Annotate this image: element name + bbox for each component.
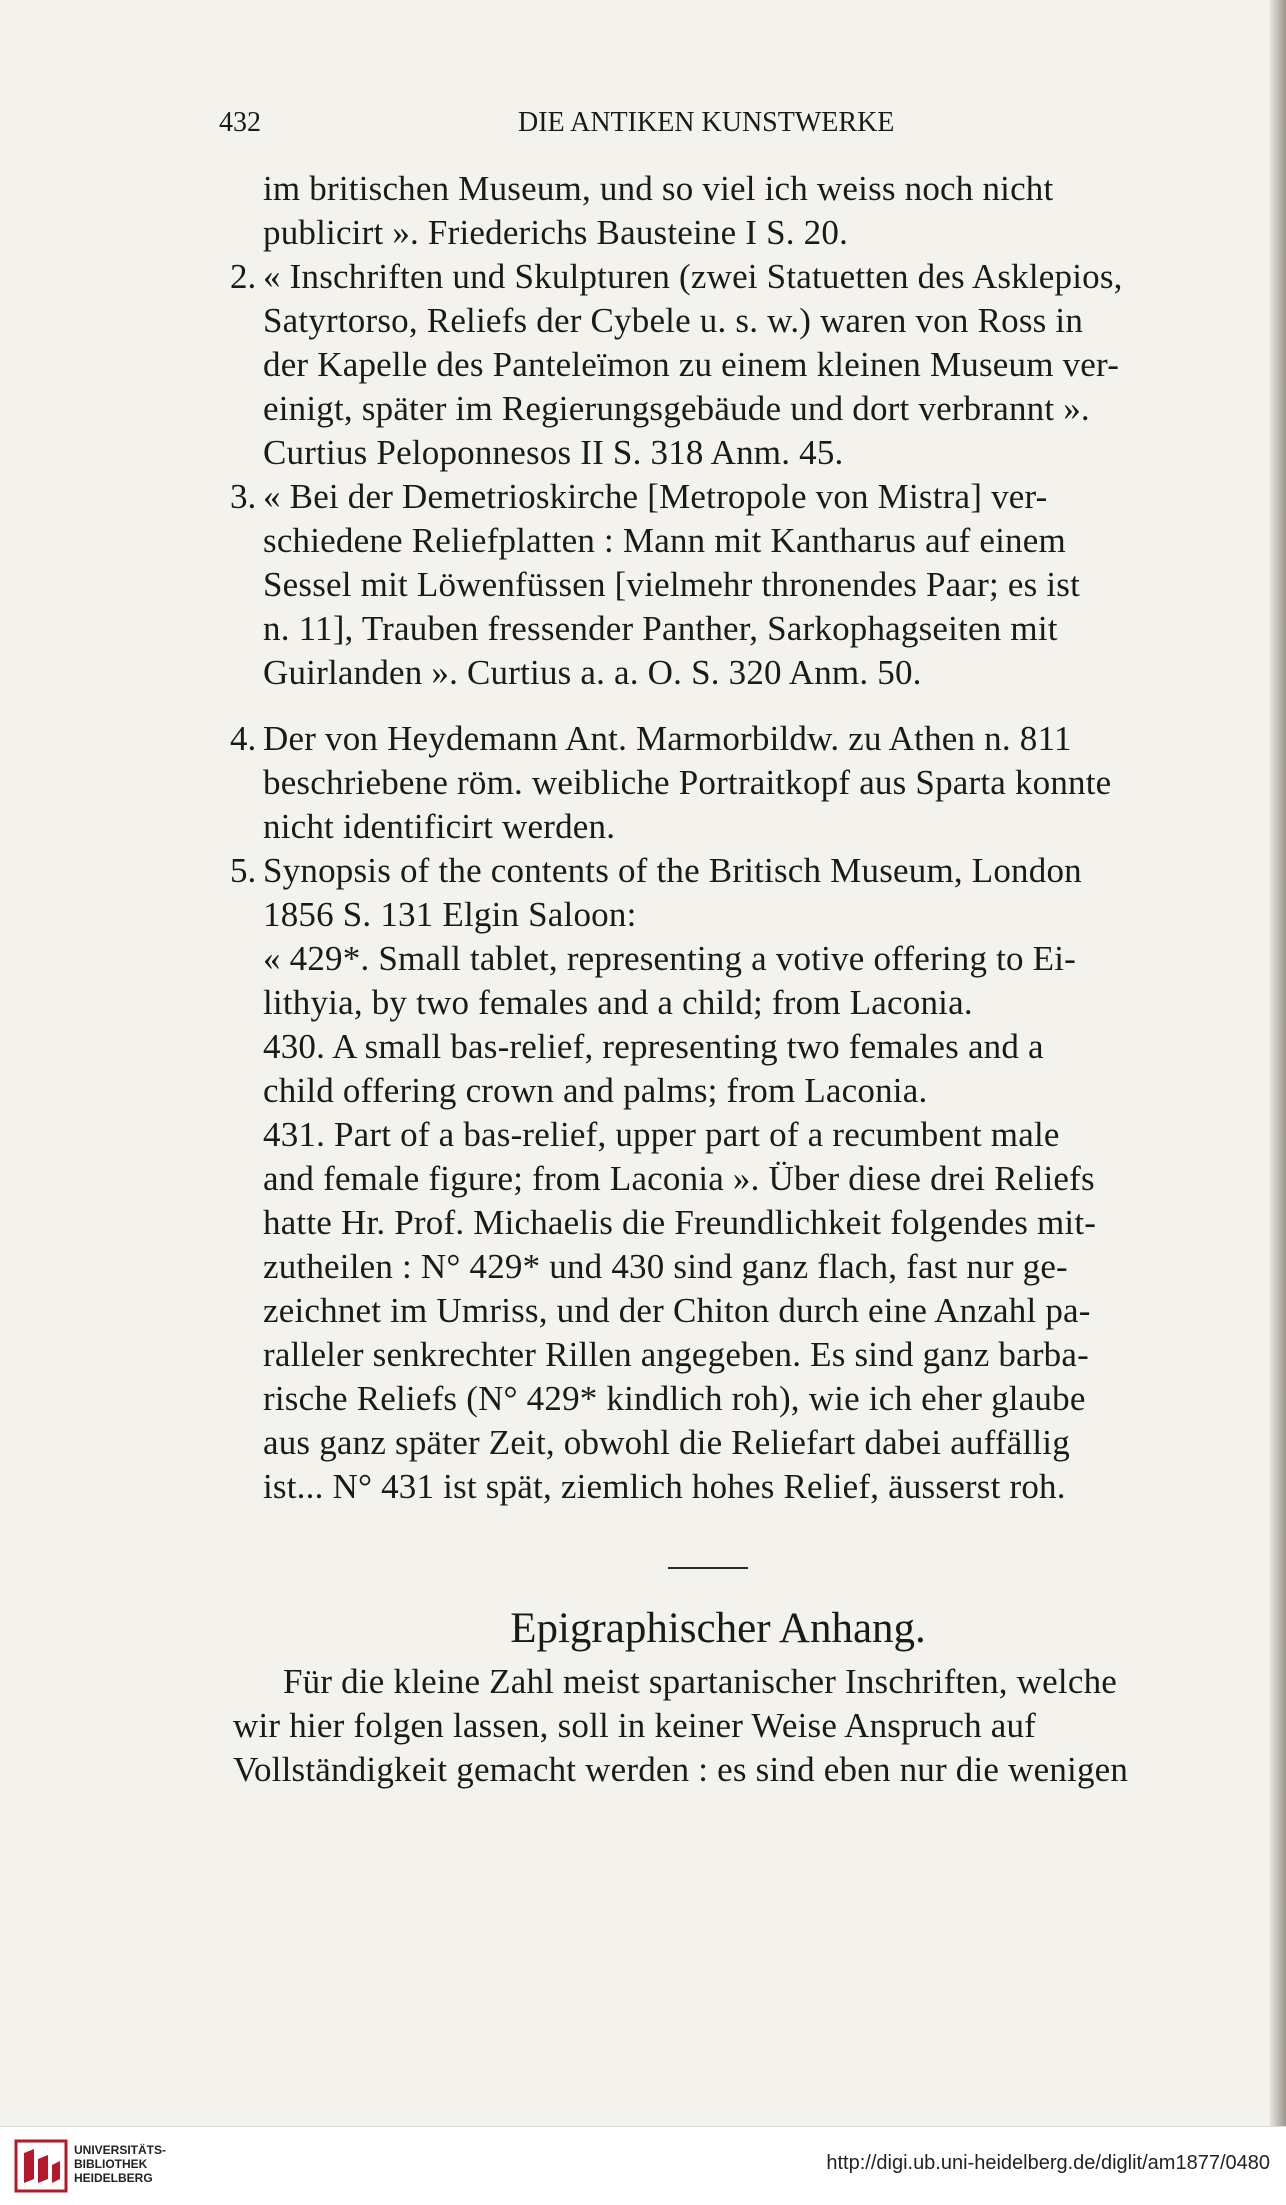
footer-bar [0,2126,1286,2205]
text-line: hatte Hr. Prof. Michaelis die Freundlichkeit folgendes mit- [263,1203,1097,1242]
text-line: schiedene Reliefplatten : Mann mit Kantharus auf einem [263,521,1066,560]
text-line: rische Reliefs (N° 429* kindlich roh), wie ich eher glaube [263,1379,1086,1418]
text-line: Der von Heydemann Ant. Marmorbildw. zu Athen n. 811 [263,719,1072,758]
text-line: beschriebene röm. weibliche Portraitkopf aus Sparta konnte [263,763,1112,802]
note-number: 2. [230,257,257,296]
text-line: zutheilen : N° 429* und 430 sind ganz flach, fast nur ge- [263,1247,1068,1286]
page-number: 432 [219,107,261,138]
text-line: « Inschriften und Skulpturen (zwei Statuetten des Asklepios, [263,257,1123,296]
text-line: ralleler senkrechter Rillen angegeben. Es sind ganz barba- [263,1335,1089,1374]
library-name-line: HEIDELBERG [74,2171,153,2185]
text-line: child offering crown and palms; from Laconia. [263,1071,928,1110]
text-line: n. 11], Trauben fressender Panther, Sarkophagseiten mit [263,609,1058,648]
running-title: DIE ANTIKEN KUNSTWERKE [518,107,895,138]
source-url-link[interactable]: http://digi.ub.uni-heidelberg.de/diglit/am1877/0480 [826,2152,1270,2174]
text-line: 431. Part of a bas-relief, upper part of a recumbent male [263,1115,1060,1154]
section-divider [668,1567,748,1569]
text-line: and female figure; from Laconia ». Über diese drei Reliefs [263,1159,1095,1198]
note-number: 5. [230,851,257,890]
text-line: Vollständigkeit gemacht werden : es sind eben nur die wenigen [233,1750,1129,1789]
text-line: lithyia, by two females and a child; from Laconia. [263,983,973,1022]
text-line: « 429*. Small tablet, representing a votive offering to Ei- [263,939,1077,978]
text-line: im britischen Museum, und so viel ich weiss noch nicht [263,169,1054,208]
text-line: « Bei der Demetrioskirche [Metropole von Mistra] ver- [263,477,1048,516]
text-line: Curtius Peloponnesos II S. 318 Anm. 45. [263,433,844,472]
text-line: ist... N° 431 ist spät, ziemlich hohes Relief, äusserst roh. [263,1467,1066,1506]
note-number: 4. [230,719,257,758]
text-line: publicirt ». Friederichs Bausteine I S. 20. [263,213,849,252]
text-line: Synopsis of the contents of the Britisch Museum, London [263,851,1082,890]
text-line: Sessel mit Löwenfüssen [vielmehr thronendes Paar; es ist [263,565,1081,604]
note-number: 3. [230,477,257,516]
text-line: 430. A small bas-relief, representing two females and a [263,1027,1044,1066]
page-edge [1270,0,1286,2204]
library-logo-icon [14,2139,68,2193]
library-name-line: UNIVERSITÄTS- [74,2143,167,2157]
text-line: wir hier folgen lassen, soll in keiner Weise Anspruch auf [233,1706,1037,1745]
text-line: einigt, später im Regierungsgebäude und dort verbrannt ». [263,389,1090,428]
text-line: 1856 S. 131 Elgin Saloon: [263,895,637,934]
library-name-line: BIBLIOTHEK [74,2157,148,2171]
text-line: Guirlanden ». Curtius a. a. O. S. 320 Anm. 50. [263,653,922,692]
text-line: nicht identificirt werden. [263,807,616,846]
text-line: aus ganz später Zeit, obwohl die Reliefart dabei auffällig [263,1423,1070,1462]
text-line: Satyrtorso, Reliefs der Cybele u. s. w.) waren von Ross in [263,301,1084,340]
text-line: zeichnet im Umriss, und der Chiton durch eine Anzahl pa- [263,1291,1091,1330]
library-name [74,2143,166,2185]
text-line: Für die kleine Zahl meist spartanischer Inschriften, welche [283,1662,1118,1701]
section-title: Epigraphischer Anhang. [510,1605,926,1652]
text-line: der Kapelle des Panteleïmon zu einem kleinen Museum ver- [263,345,1120,384]
